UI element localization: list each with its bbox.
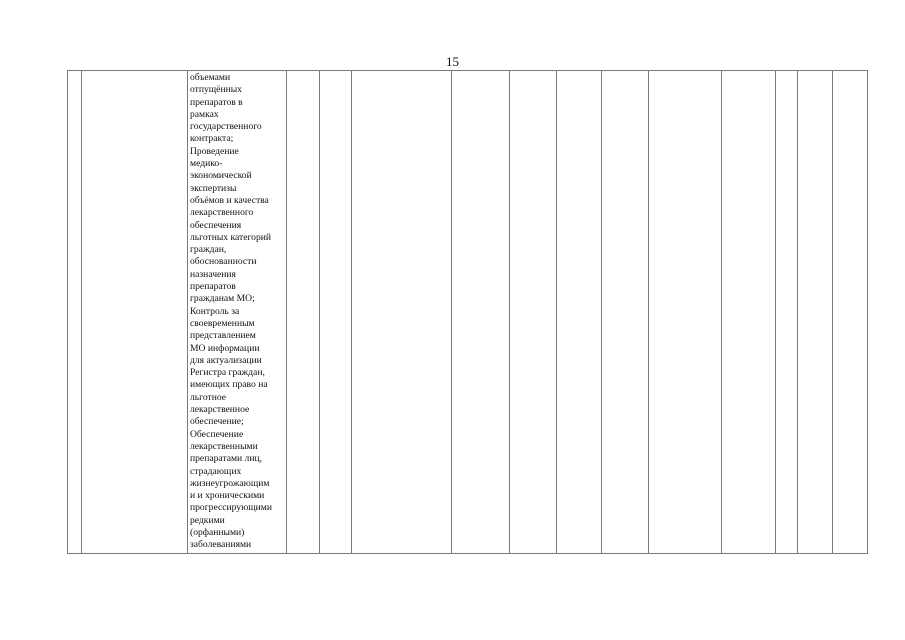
description-line: жизнеугрожающим xyxy=(190,477,270,489)
table-cell xyxy=(320,71,352,554)
description-line: гражданам МО; xyxy=(190,293,255,305)
description-line: экспертизы xyxy=(190,182,237,194)
description-line: обеспечения xyxy=(190,219,242,231)
description-line: рамках xyxy=(190,108,219,120)
description-line: лекарственными xyxy=(190,440,258,452)
table-cell xyxy=(452,71,510,554)
description-line: редкими xyxy=(190,514,225,526)
description-line: контракта; xyxy=(190,133,234,145)
description-line: заболеваниями xyxy=(190,539,252,551)
description-line: Регистра граждан, xyxy=(190,367,265,379)
description-line: граждан, xyxy=(190,244,227,256)
table-cell xyxy=(602,71,649,554)
description-line: медико- xyxy=(190,158,223,170)
description-line: Контроль за xyxy=(190,305,240,317)
description-line: препаратов в xyxy=(190,96,243,108)
table-row xyxy=(68,71,868,554)
description-line: своевременным xyxy=(190,317,255,329)
description-line: Обеспечение xyxy=(190,428,244,440)
description-line: экономической xyxy=(190,170,252,182)
table-cell xyxy=(722,71,776,554)
table-cell-number xyxy=(68,71,82,554)
description-line: лекарственного xyxy=(190,207,254,219)
description-line: обеспечение; xyxy=(190,416,244,428)
description-line: представлением xyxy=(190,330,256,342)
description-line: страдающих xyxy=(190,465,242,477)
description-line: объёмов и качества xyxy=(190,194,269,206)
page-number: 15 xyxy=(446,54,459,69)
description-line: для актуализации xyxy=(190,354,262,366)
description-line: Проведение xyxy=(190,145,239,157)
table-cell xyxy=(510,71,557,554)
description-line: льготное xyxy=(190,391,227,403)
description-line: государственного xyxy=(190,121,262,133)
description-line: назначения xyxy=(190,268,236,280)
description-line: отпущённых xyxy=(190,84,242,96)
table-cell-description xyxy=(188,71,287,554)
data-table xyxy=(67,70,868,554)
table-cell xyxy=(287,71,320,554)
description-line: льготных категорий xyxy=(190,231,272,243)
description-line: прогрессирующими xyxy=(190,502,272,514)
table-cell xyxy=(776,71,798,554)
description-line: объемами xyxy=(190,72,231,83)
description-line: (орфанными) xyxy=(190,526,245,538)
table-cell-name xyxy=(82,71,188,554)
description-line: препаратами лиц, xyxy=(190,453,263,465)
description-line: препаратов xyxy=(190,281,236,293)
description-line: имеющих право на xyxy=(190,379,268,391)
table-cell xyxy=(798,71,833,554)
table-cell xyxy=(833,71,868,554)
description-line: и и хроническими xyxy=(190,490,265,502)
description-line: МО информации xyxy=(190,342,260,354)
description-line: обоснованности xyxy=(190,256,257,268)
description-line: лекарственное xyxy=(190,404,250,416)
table-cell xyxy=(352,71,452,554)
table-cell xyxy=(649,71,722,554)
table-cell xyxy=(557,71,602,554)
